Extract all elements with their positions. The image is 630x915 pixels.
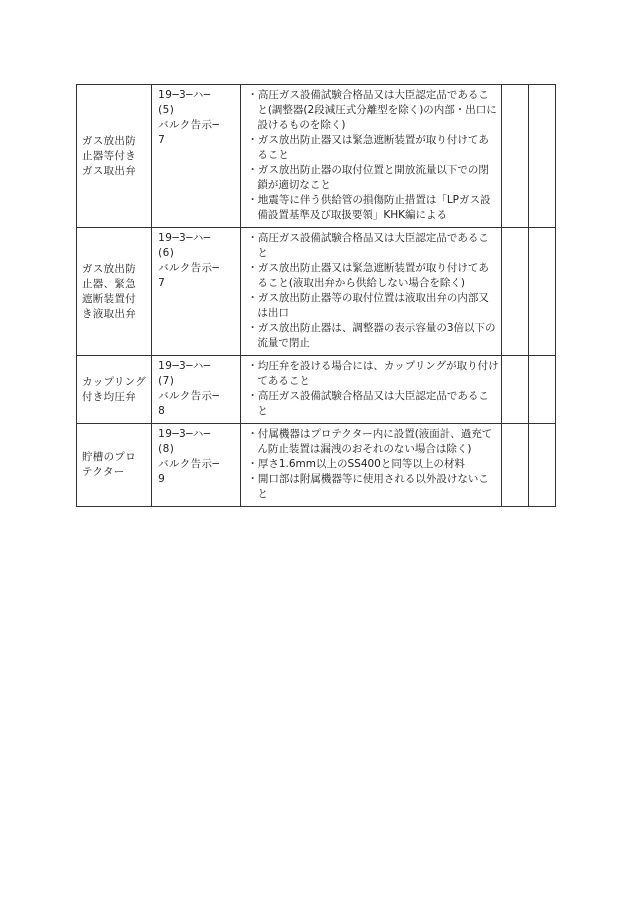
requirements-cell bbox=[241, 228, 502, 356]
requirements-cell bbox=[241, 356, 502, 424]
requirement-item: ・開口部は附属機器等に使用される以外設けないこと bbox=[247, 473, 489, 500]
item-name-cell: 貯槽のプロテクター bbox=[77, 424, 152, 507]
item-name-cell: ガス放出防止器等付きガス取出弁 bbox=[77, 85, 152, 228]
reference-cell: 19─3─ハ─ (8) バルク告示─ 9 bbox=[152, 424, 241, 507]
table-row bbox=[77, 228, 556, 356]
requirement-item: ・高圧ガス設備試験合格品又は大臣認定品であること bbox=[247, 390, 489, 417]
requirement-item: ・ガス放出防止器又は緊急遮断装置が取り付けてあること bbox=[247, 134, 489, 161]
requirement-item: ・付属機器はプロテクター内に設置(液面計、過充てん防止装置は漏洩のおそれのない場合は除く) bbox=[247, 428, 493, 455]
requirement-item: ・ガス放出防止器は、調整器の表示容量の3倍以下の流量で閉止 bbox=[247, 322, 496, 349]
check-cell-1[interactable] bbox=[501, 356, 528, 424]
inspection-table bbox=[76, 84, 556, 507]
table-row bbox=[77, 85, 556, 228]
item-name-cell: カップリング付き均圧弁 bbox=[77, 356, 152, 424]
requirements-cell bbox=[241, 424, 502, 507]
requirement-item: ・高圧ガス設備試験合格品又は大臣認定品であること(調整器(2段減圧式分離型を除く)の内部・出口に設けるものを除く) bbox=[247, 89, 497, 131]
check-cell-1[interactable] bbox=[501, 424, 528, 507]
table-row bbox=[77, 356, 556, 424]
check-cell-1[interactable] bbox=[501, 228, 528, 356]
check-cell-2[interactable] bbox=[528, 356, 555, 424]
item-name-cell: ガス放出防止器、緊急遮断装置付き液取出弁 bbox=[77, 228, 152, 356]
table-body bbox=[77, 85, 556, 507]
check-cell-1[interactable] bbox=[501, 85, 528, 228]
reference-cell: 19─3─ハ─ (5) バルク告示─ 7 bbox=[152, 85, 241, 228]
table-row bbox=[77, 424, 556, 507]
requirement-item: ・ガス放出防止器又は緊急遮断装置が取り付けてあること(液取出弁から供給しない場合を除く) bbox=[247, 262, 489, 289]
requirements-cell bbox=[241, 85, 502, 228]
check-cell-2[interactable] bbox=[528, 424, 555, 507]
reference-cell: 19─3─ハ─ (6) バルク告示─ 7 bbox=[152, 228, 241, 356]
check-cell-2[interactable] bbox=[528, 228, 555, 356]
reference-cell: 19─3─ハ─ (7) バルク告示─ 8 bbox=[152, 356, 241, 424]
check-cell-2[interactable] bbox=[528, 85, 555, 228]
requirement-item: ・地震等に伴う供給管の損傷防止措置は「LPガス設備設置基準及び取扱要領」KHK編による bbox=[247, 194, 491, 221]
requirement-item: ・高圧ガス設備試験合格品又は大臣認定品であること bbox=[247, 232, 489, 259]
requirement-item: ・均圧弁を設ける場合には、カップリングが取り付けてあること bbox=[247, 360, 499, 387]
requirement-item: ・ガス放出防止器の取付位置と開放流量以下での閉鎖が適切なこと bbox=[247, 164, 489, 191]
requirement-item: ・厚さ1.6mm以上のSS400と同等以上の材料 bbox=[247, 458, 465, 470]
requirement-item: ・ガス放出防止器等の取付位置は液取出弁の内部又は出口 bbox=[247, 292, 489, 319]
